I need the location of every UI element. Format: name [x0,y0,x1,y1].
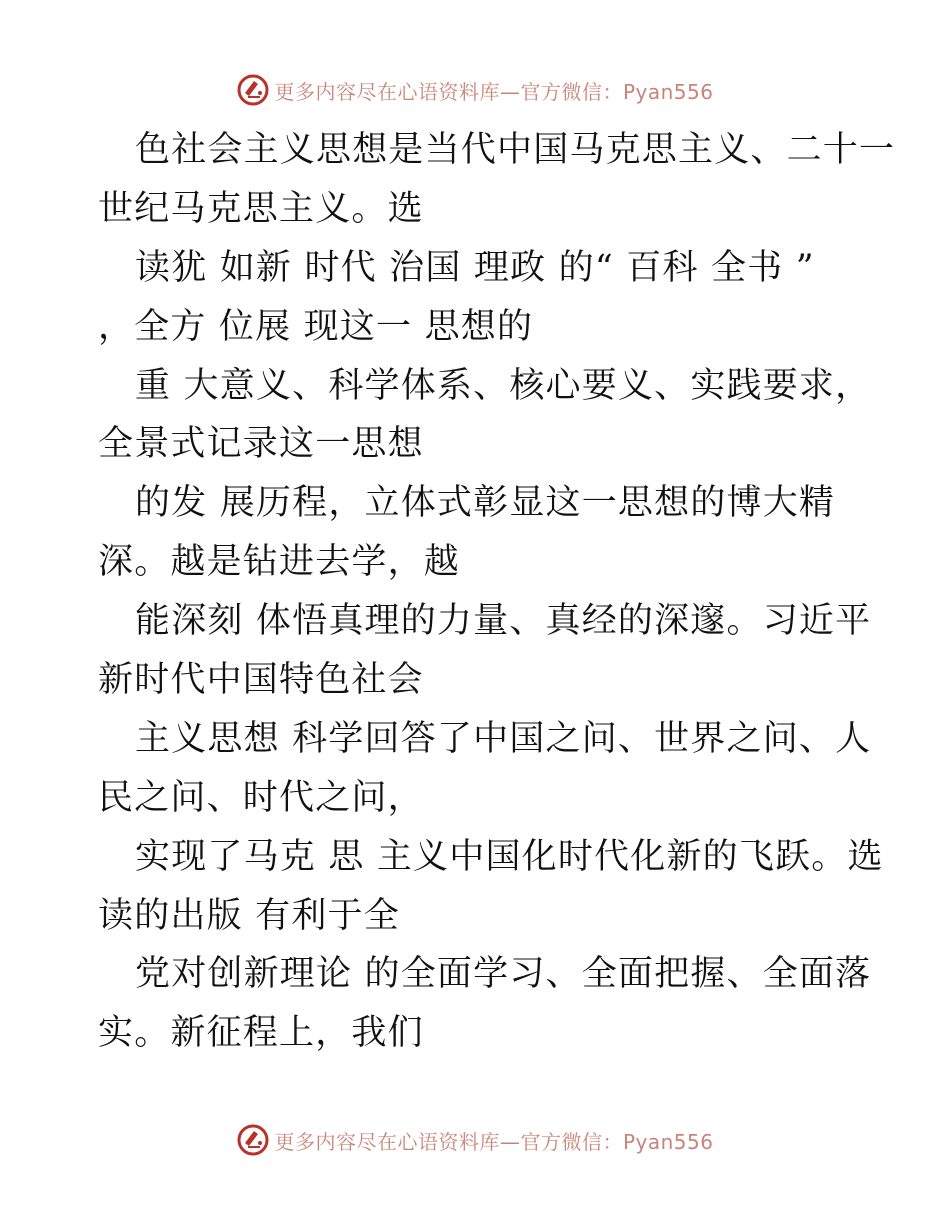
text-line: 读的出版 有利于全 [98,895,400,936]
text-line: 全景式记录这一思想 [98,424,424,465]
seal-logo-icon [236,73,270,107]
text-line: 新时代中国特色社会 [98,660,424,701]
text-line: 党对创新理论 的全面学习、全面把握、全面落 [135,954,872,995]
text-line: 重 大意义、科学体系、核心要义、实践要求， [135,365,872,406]
text-line: 实现了马克 思 主义中国化时代化新的飞跃。选 [135,836,884,877]
text-line: 的发 展历程，立体式彰显这一思想的博大精 [135,483,836,524]
text-line: 主义思想 科学回答了中国之问、世界之问、人 [135,718,872,759]
watermark-text: 更多内容尽在心语资料库—官方微信：Pyan556 [274,79,714,104]
text-line: 能深刻 体悟真理的力量、真经的深邃。习近平 [135,601,872,642]
text-line: ，全方 位展 现这一 思想的 [98,306,534,347]
text-line: 民之问、时代之问， [98,777,424,818]
footer-watermark [0,1122,950,1158]
text-line: 色社会主义思想是当代中国马克思主义、二十一 [135,130,896,170]
text-line: 世纪马克思主义。选 [98,188,424,229]
header-watermark [0,72,950,108]
text-line: 深。越是钻进去学，越 [98,542,461,583]
text-line: 读犹 如新 时代 治国 理政 的“ 百科 全书 ” [135,247,815,288]
watermark-text: 更多内容尽在心语资料库—官方微信：Pyan556 [274,1129,714,1154]
text-line: 实。新征程上，我们 [98,1013,424,1054]
seal-logo-icon [236,1123,270,1157]
document-body [98,121,896,1063]
